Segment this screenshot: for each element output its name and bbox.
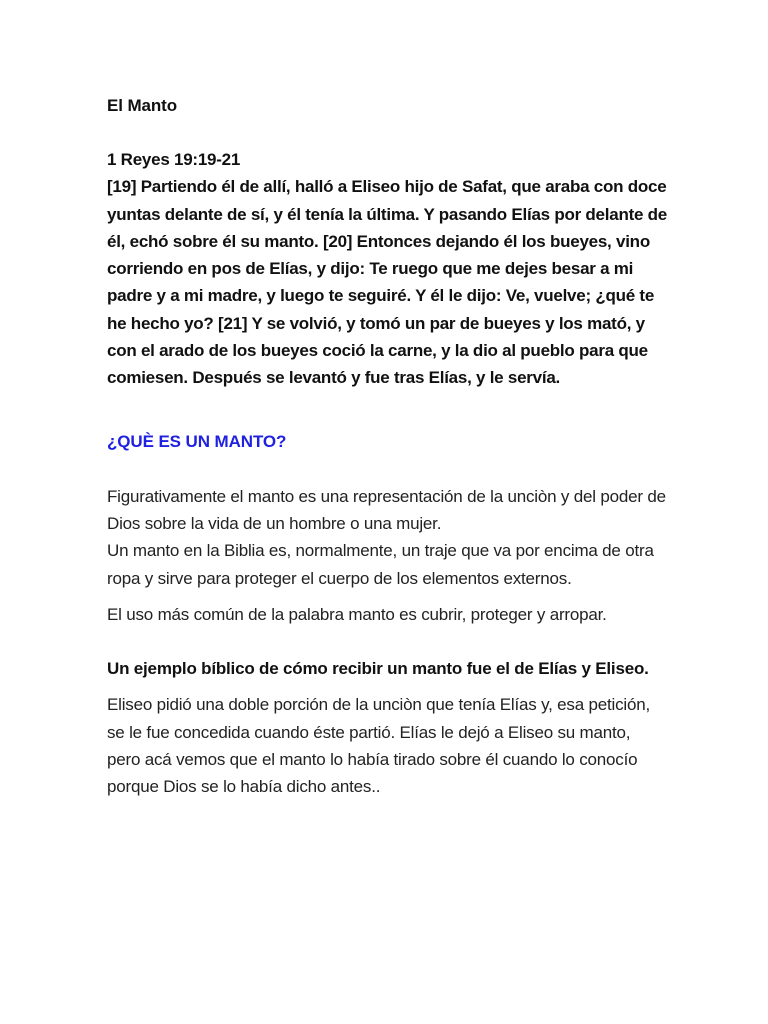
scripture-reference: 1 Reyes 19:19-21: [107, 150, 241, 169]
document-title: El Manto: [107, 96, 178, 115]
example-subheading: Un ejemplo bíblico de cómo recibir un manto fue el de Elías y Eliseo.: [107, 658, 649, 678]
paragraph-common-use: El uso más común de la palabra manto es cubrir, proteger y arropar.: [107, 605, 607, 625]
paragraph-definition: Un manto en la Biblia es, normalmente, un traje que va por encima de otra ropa y sirve para proteger el cuerpo de los elementos externos.: [107, 541, 654, 588]
paragraph-figurative: Figurativamente el manto es una representación de la unciòn y del poder de Dios sobre la vida de un hombre o una mujer.: [107, 486, 666, 534]
paragraph-eliseo: Eliseo pidió una doble porción de la unciòn que tenía Elías y, esa petición, se le fue concedida cuando éste partió. Elías le dejó a Eliseo su manto, pero acá vemos que el manto lo había tirado sobre él cuando lo conocío porque Dios se lo había dicho antes..: [107, 695, 651, 797]
section-heading: ¿QUÈ ES UN MANTO?: [107, 431, 287, 451]
scripture-text: [19] Partiendo él de allí, halló a Eliseo hijo de Safat, que araba con doce yuntas delante de sí, y él tenía la última. Y pasando Elías por delante de él, echó sobre él su manto. [20] Entonces dejando él los bueyes, vino corriendo en pos de Elías, y dijo: Te ruego que me dejes besar a mi padre y a mi madre, y luego te seguiré. Y él le dijo: Ve, vuelve; ¿qué te he hecho yo? [21] Y se volvió, y tomó un par de bueyes y los mató, y con el arado de los bueyes coció la carne, y la dio al pueblo para que comiesen. Después se levantó y fue tras Elías, y le servía.: [107, 177, 668, 388]
